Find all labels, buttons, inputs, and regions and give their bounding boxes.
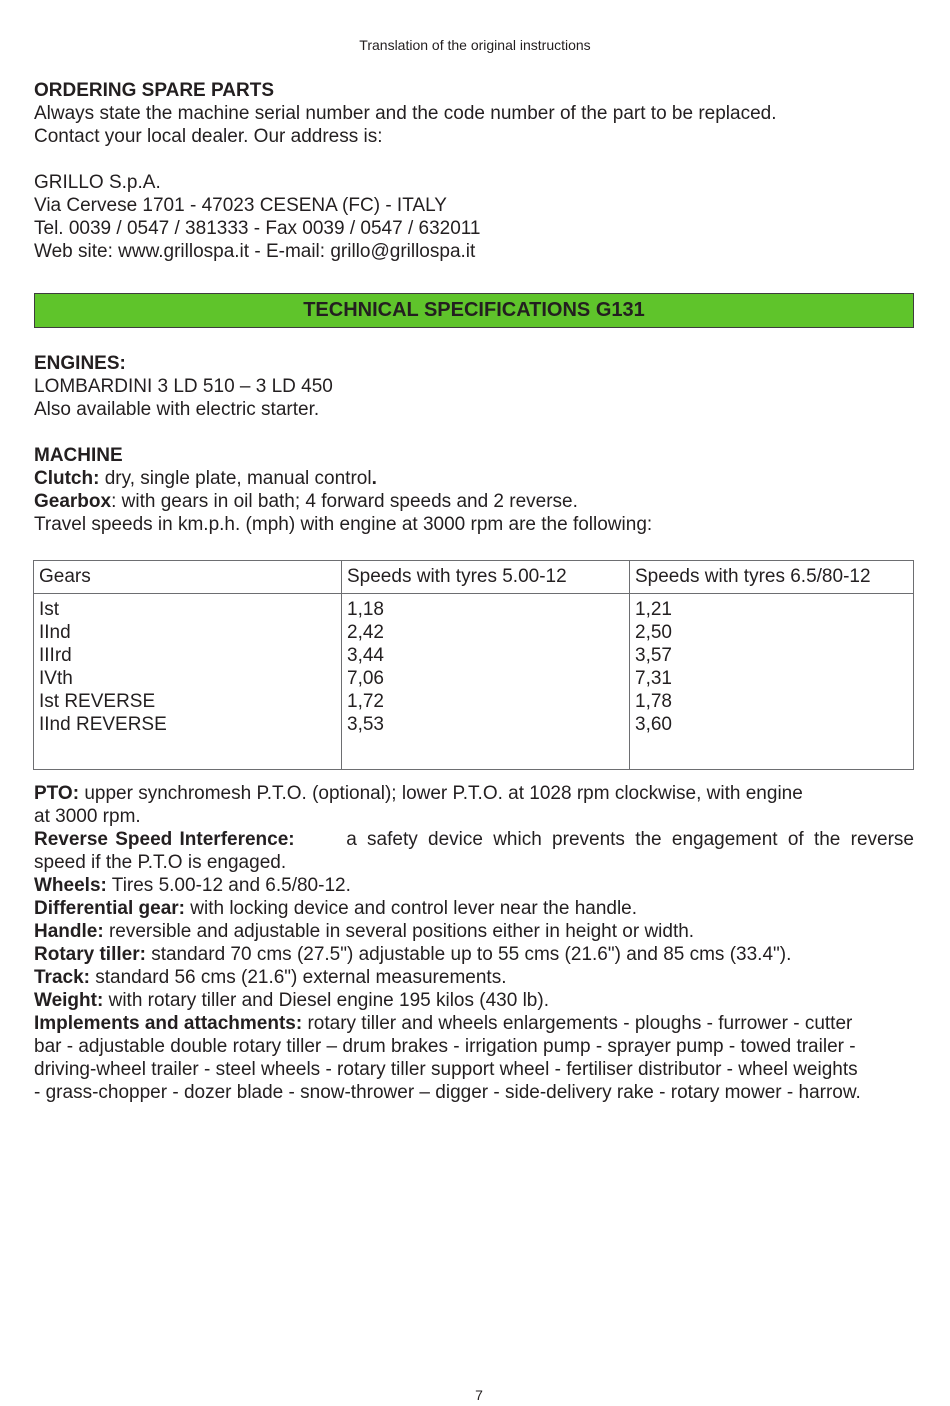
tiller-line <box>34 943 914 966</box>
speed-value: 3,44 <box>347 645 384 666</box>
ordering-line-2: Contact your local dealer. Our address is: <box>34 126 383 147</box>
gear-name: IVth <box>39 668 73 689</box>
reverse-label: Reverse Speed Interference: <box>34 829 295 850</box>
ordering-title: ORDERING SPARE PARTS <box>34 80 274 101</box>
speed-value: 7,06 <box>347 668 384 689</box>
company-phone: Tel. 0039 / 0547 / 381333 - Fax 0039 / 0547 / 632011 <box>34 218 481 239</box>
page-number: 7 <box>475 1387 483 1403</box>
handle-text: reversible and adjustable in several positions either in height or width. <box>103 921 695 942</box>
implements-text: rotary tiller and wheels enlargements - ploughs - furrower - cutter <box>302 1013 853 1034</box>
speed-value: 3,53 <box>347 714 384 735</box>
gear-name: IInd <box>39 622 71 643</box>
speeds-500-12-cell <box>342 594 630 770</box>
speed-value: 2,42 <box>347 622 384 643</box>
implements-line-2: bar - adjustable double rotary tiller – drum brakes - irrigation pump - sprayer pump - towed trailer - <box>34 1036 856 1057</box>
differential-line <box>34 897 914 920</box>
track-line <box>34 966 914 989</box>
travel-line: Travel speeds in km.p.h. (mph) with engine at 3000 rpm are the following: <box>34 514 653 535</box>
header-note: Translation of the original instructions <box>359 37 591 53</box>
track-text: standard 56 cms (21.6") external measurements. <box>89 967 507 988</box>
implements-line-3: driving-wheel trailer - steel wheels - rotary tiller support wheel - fertiliser distributor - wheel weights <box>34 1059 858 1080</box>
gear-name: Ist REVERSE <box>39 691 156 712</box>
wheels-text: Tires 5.00-12 and 6.5/80-12. <box>106 875 351 896</box>
gearbox-label: Gearbox <box>34 491 112 512</box>
pto-line-2: at 3000 rpm. <box>34 806 141 827</box>
clutch-end: . <box>371 468 377 489</box>
gear-name: IInd REVERSE <box>39 714 167 735</box>
wheels-line <box>34 874 914 897</box>
engines-section <box>34 352 914 421</box>
speeds-65-80-12-cell <box>630 594 914 770</box>
company-web: Web site: www.grillospa.it - E-mail: grillo@grillospa.it <box>34 241 476 262</box>
speed-value: 1,72 <box>347 691 384 712</box>
engines-note: Also available with electric starter. <box>34 399 320 420</box>
pto-label: PTO: <box>34 783 80 804</box>
engines-models: LOMBARDINI 3 LD 510 – 3 LD 450 <box>34 376 333 397</box>
differential-text: with locking device and control lever near the handle. <box>184 898 638 919</box>
clutch-text: dry, single plate, manual control <box>99 468 372 489</box>
speed-value: 2,50 <box>635 622 672 643</box>
specs-section <box>34 782 914 1104</box>
reverse-line <box>34 828 914 851</box>
spec-title: TECHNICAL SPECIFICATIONS G131 <box>303 299 645 321</box>
spec-title-bar <box>34 293 914 328</box>
ordering-line-1: Always state the machine serial number and the code number of the part to be replaced. <box>34 103 777 124</box>
track-label: Track: <box>34 967 90 988</box>
handle-label: Handle: <box>34 921 104 942</box>
speed-value: 3,60 <box>635 714 672 735</box>
ordering-section <box>34 79 914 263</box>
gearbox-text: : with gears in oil bath; 4 forward speeds and 2 reverse. <box>111 491 578 512</box>
weight-line <box>34 989 914 1012</box>
reverse-line-2: speed if the P.T.O is engaged. <box>34 852 287 873</box>
speed-value: 1,18 <box>347 599 384 620</box>
gear-name: Ist <box>39 599 60 620</box>
machine-title: MACHINE <box>34 445 123 466</box>
tiller-label: Rotary tiller: <box>34 944 146 965</box>
gearbox-line <box>34 490 914 513</box>
gear-name: IIIrd <box>39 645 72 666</box>
clutch-line <box>34 467 914 490</box>
table-row <box>34 594 914 770</box>
company-name: GRILLO S.p.A. <box>34 172 161 193</box>
speed-value: 1,78 <box>635 691 672 712</box>
machine-section <box>34 444 914 536</box>
company-address: Via Cervese 1701 - 47023 CESENA (FC) - ITALY <box>34 195 447 216</box>
speed-value: 3,57 <box>635 645 672 666</box>
table-header-row <box>34 561 914 594</box>
speed-table <box>33 560 914 770</box>
table-header: Speeds with tyres 6.5/80-12 <box>630 561 914 594</box>
gears-cell <box>34 594 342 770</box>
tiller-text: standard 70 cms (27.5") adjustable up to 55 cms (21.6") and 85 cms (33.4"). <box>145 944 792 965</box>
implements-line <box>34 1012 914 1035</box>
clutch-label: Clutch: <box>34 468 100 489</box>
pto-line <box>34 782 914 805</box>
weight-text: with rotary tiller and Diesel engine 195 kilos (430 lb). <box>103 990 549 1011</box>
wheels-label: Wheels: <box>34 875 107 896</box>
table-header: Gears <box>34 561 342 594</box>
handle-line <box>34 920 914 943</box>
speed-value: 7,31 <box>635 668 672 689</box>
engines-title: ENGINES: <box>34 353 126 374</box>
table-header: Speeds with tyres 5.00-12 <box>342 561 630 594</box>
speed-value: 1,21 <box>635 599 672 620</box>
reverse-text: a safety device which prevents the engagement of the reverse <box>346 829 914 850</box>
weight-label: Weight: <box>34 990 104 1011</box>
implements-line-4: - grass-chopper - dozer blade - snow-thrower – digger - side-delivery rake - rotary mower - harrow. <box>34 1082 861 1103</box>
implements-label: Implements and attachments: <box>34 1013 303 1034</box>
differential-label: Differential gear: <box>34 898 185 919</box>
pto-text: upper synchromesh P.T.O. (optional); lower P.T.O. at 1028 rpm clockwise, with engine <box>79 783 803 804</box>
